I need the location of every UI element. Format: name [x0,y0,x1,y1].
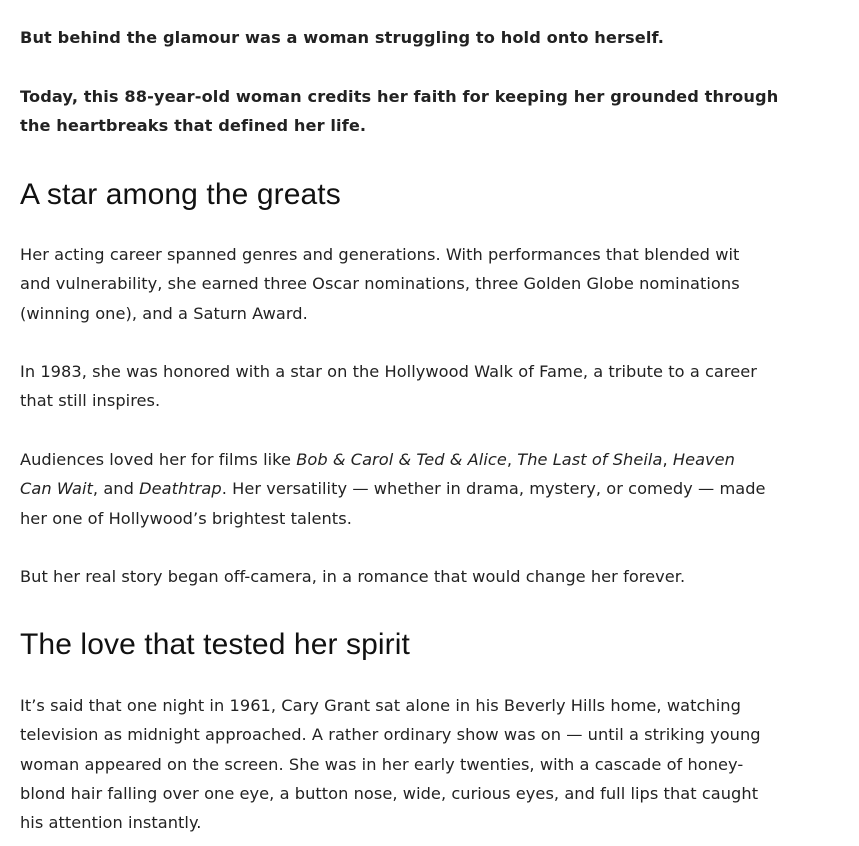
intro-text-2-line-2: the heartbreaks that defined her life. [20,116,367,136]
films-versatility: . Her versatility — whether in drama, mystery, or comedy — made [221,479,766,499]
intro-paragraph-1 [20,23,820,52]
films-separator-1: , [506,450,518,469]
films-lead: Audiences loved her for films like [20,450,297,469]
off-camera-text: But her real story began off-camera, in a romance that would change her forever. [20,567,686,586]
career-paragraph [20,240,820,328]
films-and: , and [92,479,140,499]
career-line-2: and vulnerability, she earned three Oscar nominations, three Golden Globe nominations [20,274,740,294]
walk-of-fame-line-1: In 1983, she was honored with a star on the Hollywood Walk of Fame, a tribute to a career [20,362,757,381]
cary-grant-line-4: blond hair falling over one eye, a button nose, wide, curious eyes, and full lips that caught [20,783,759,803]
film-title-heaven-part-1: Heaven [672,450,735,469]
cary-grant-paragraph [20,691,820,837]
walk-of-fame-line-2: that still inspires. [20,391,161,411]
films-line-3: her one of Hollywood’s brightest talents. [20,508,352,528]
intro-paragraph-2 [20,82,820,141]
section-heading-love: The love that tested her spirit [20,628,410,661]
films-paragraph [20,445,820,533]
intro-text-2-line-1: Today, this 88-year-old woman credits her faith for keeping her grounded through [20,87,779,106]
section-heading-star: A star among the greats [20,178,341,211]
cary-grant-line-2: television as midnight approached. A rather ordinary show was on — until a striking young [20,725,761,745]
walk-of-fame-paragraph [20,357,820,416]
cary-grant-line-3: woman appeared on the screen. She was in her early twenties, with a cascade of honey- [20,754,744,774]
film-title-heaven-part-2: Can Wait [20,479,93,499]
cary-grant-line-5: his attention instantly. [20,813,202,833]
career-line-3: (winning one), and a Saturn Award. [20,303,308,323]
film-title-deathtrap: Deathtrap [139,479,222,499]
film-title-bob-carol: Bob & Carol & Ted & Alice [296,450,507,469]
intro-text-1: But behind the glamour was a woman struggling to hold onto herself. [20,28,665,47]
films-separator-2: , [662,450,673,469]
cary-grant-line-1: It’s said that one night in 1961, Cary Grant sat alone in his Beverly Hills home, watching [20,696,741,715]
film-title-last-of-sheila: The Last of Sheila [517,450,663,469]
career-line-1: Her acting career spanned genres and generations. With performances that blended wit [20,245,740,264]
off-camera-paragraph [20,562,820,591]
